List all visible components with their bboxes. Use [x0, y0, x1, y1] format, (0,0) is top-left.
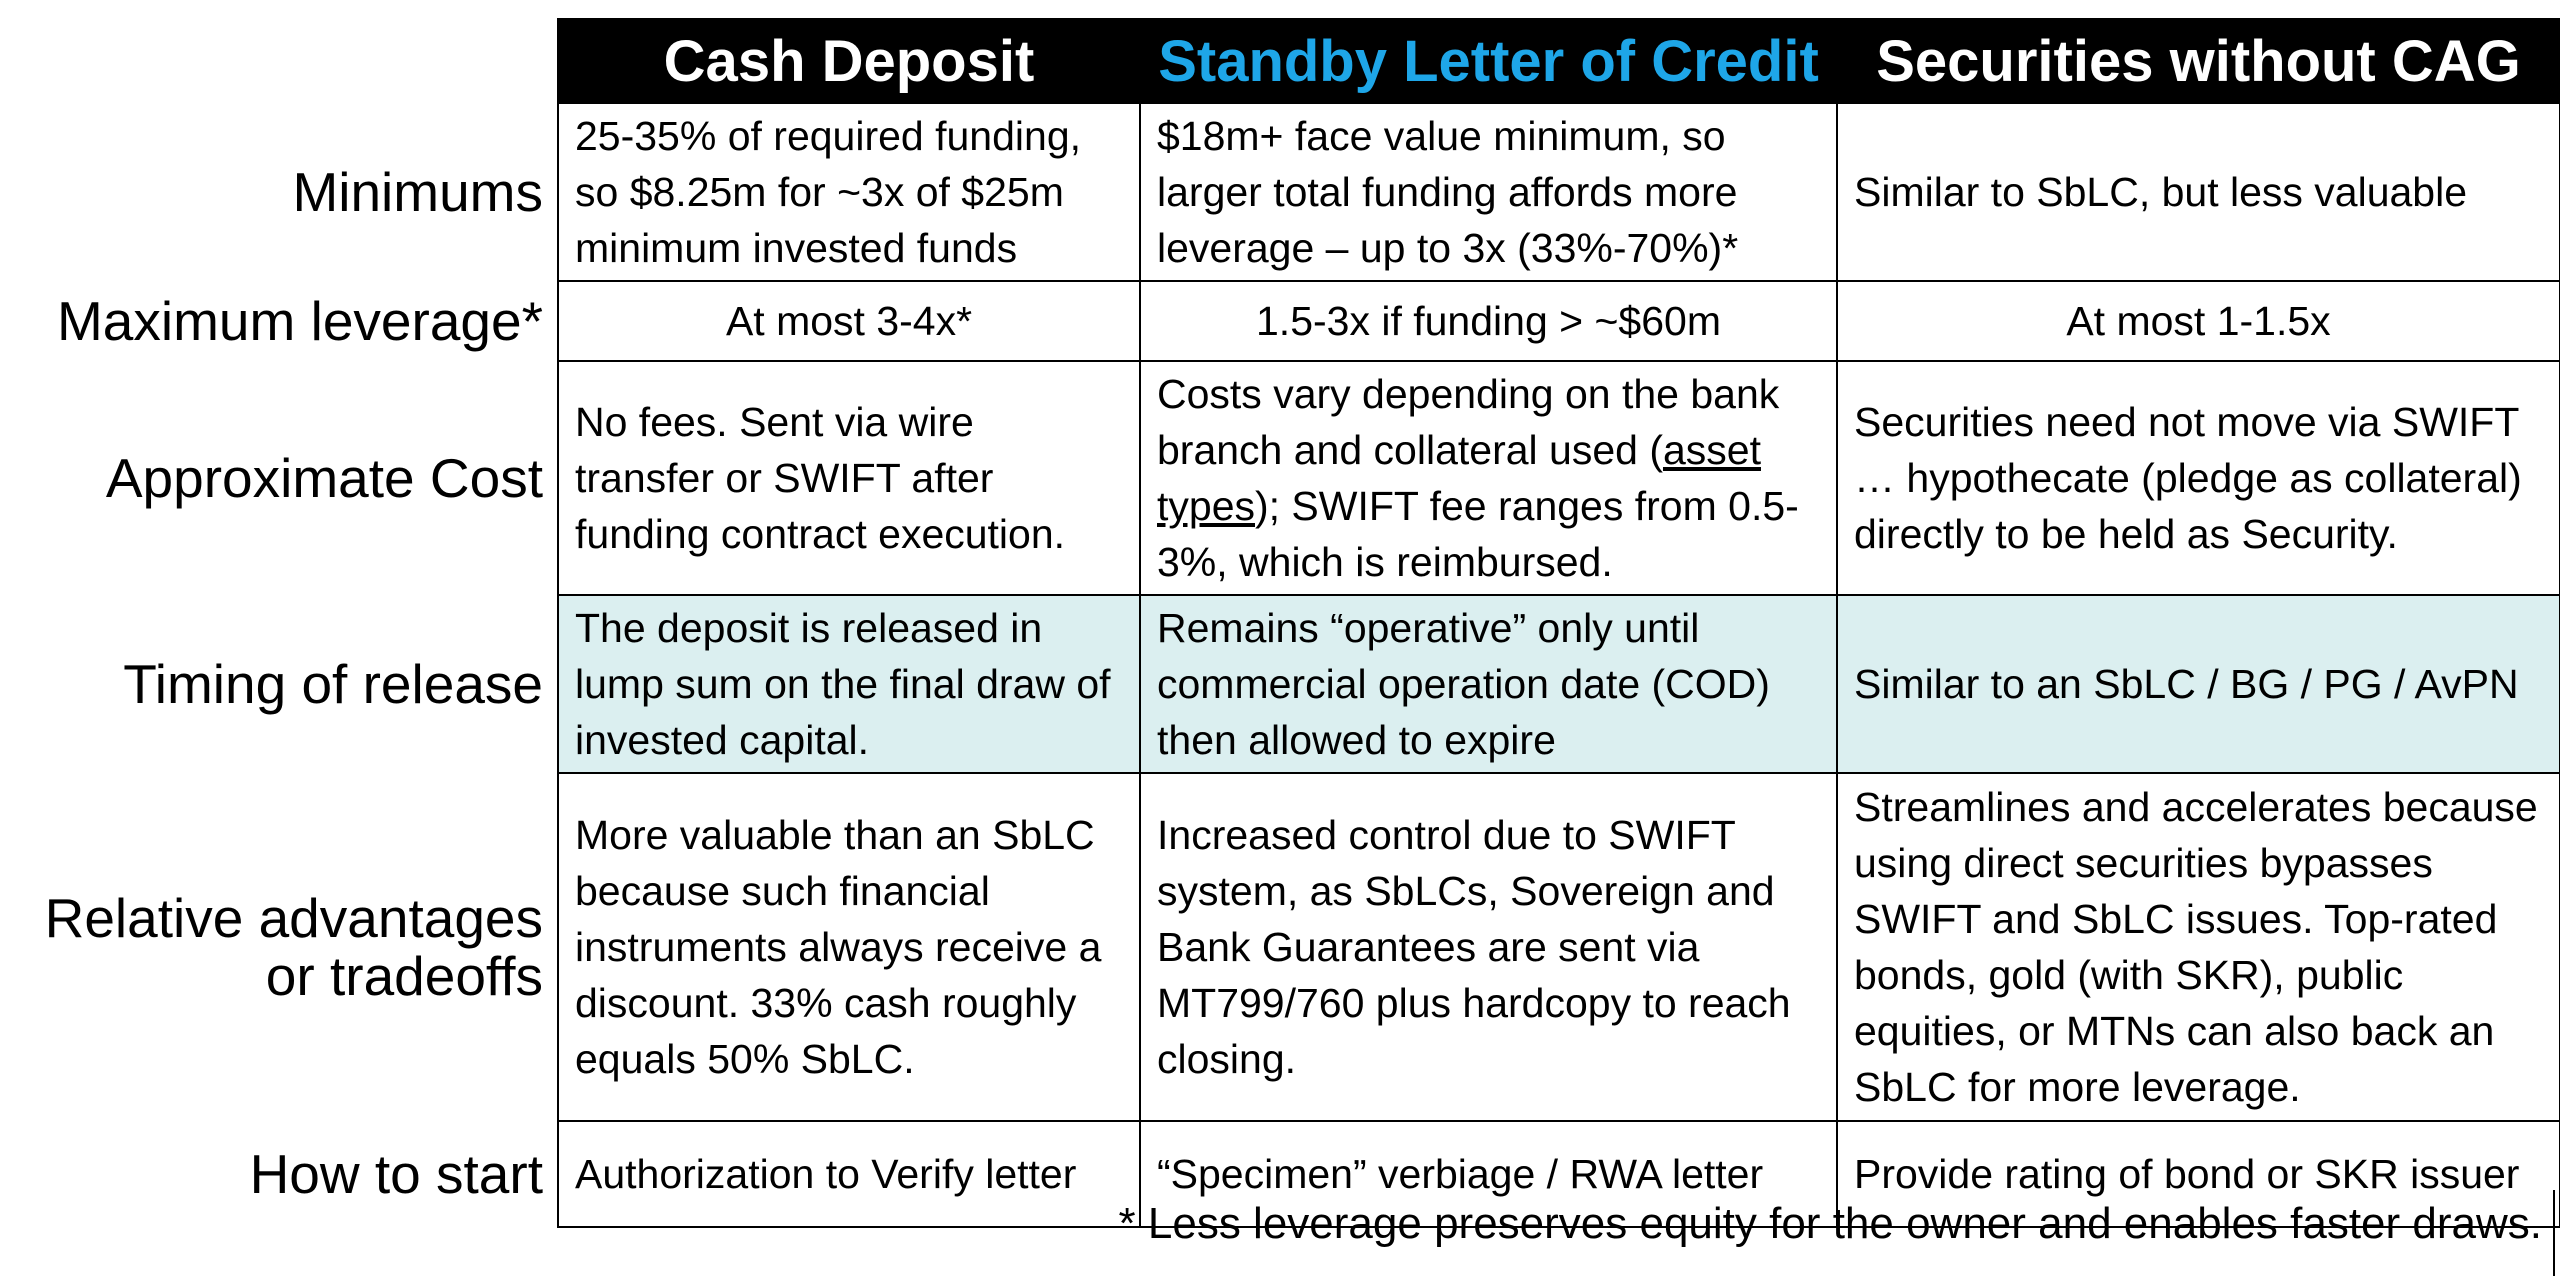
row-label-relative-advantages	[0, 773, 558, 1121]
row-minimums	[0, 103, 2560, 281]
cell-advantages-sblc: Increased control due to SWIFT system, as SbLCs, Sovereign and Bank Guarantees are sent via MT799/760 plus hardcopy to reach closing.	[1140, 773, 1837, 1121]
cell-leverage-cash: At most 3-4x*	[558, 281, 1140, 361]
row-approximate-cost	[0, 361, 2560, 595]
cell-advantages-cash: More valuable than an SbLC because such financial instruments always receive a discount. 33% cash roughly equals 50% SbLC.	[558, 773, 1140, 1121]
cell-cost-cash: No fees. Sent via wire transfer or SWIFT after funding contract execution.	[558, 361, 1140, 595]
row-label-advantages-line1: Relative advantages	[44, 887, 543, 949]
cell-start-cash: Authorization to Verify letter	[558, 1121, 1140, 1227]
cell-advantages-securities: Streamlines and accelerates because using direct securities bypasses SWIFT and SbLC issues. Top-rated bonds, gold (with SKR), public equities, or MTNs can also back an SbLC for more leverage.	[1837, 773, 2560, 1121]
cell-cost-sblc	[1140, 361, 1837, 595]
cell-timing-sblc: Remains “operative” only until commercial operation date (COD) then allowed to expire	[1140, 595, 1837, 773]
asset-types-link[interactable]: asset types	[1157, 427, 1761, 529]
row-label-advantages-line2: or tradeoffs	[265, 945, 543, 1007]
row-label-minimums: Minimums	[292, 161, 543, 223]
row-label-timing-of-release: Timing of release	[123, 653, 543, 715]
cost-sblc-text-after: ); SWIFT fee ranges from 0.5-3%, which is reimbursed.	[1157, 483, 1799, 585]
cell-leverage-sblc: 1.5-3x if funding > ~$60m	[1140, 281, 1837, 361]
row-timing-of-release	[0, 595, 2560, 773]
header-cash-deposit: Cash Deposit	[558, 19, 1140, 103]
row-label-how-to-start: How to start	[249, 1143, 543, 1205]
header-corner	[0, 19, 558, 103]
cell-timing-securities: Similar to an SbLC / BG / PG / AvPN	[1837, 595, 2560, 773]
row-relative-advantages	[0, 773, 2560, 1121]
row-label-approximate-cost: Approximate Cost	[105, 447, 543, 509]
header-row	[0, 19, 2560, 103]
cell-start-sblc: “Specimen” verbiage / RWA letter	[1140, 1121, 1837, 1227]
header-standby-letter-of-credit: Standby Letter of Credit	[1140, 19, 1837, 103]
cell-start-securities: Provide rating of bond or SKR issuer	[1837, 1121, 2560, 1227]
row-max-leverage	[0, 281, 2560, 361]
cell-minimums-sblc: $18m+ face value minimum, so larger total funding affords more leverage – up to 3x (33%-70%)*	[1140, 103, 1837, 281]
cost-sblc-text-before: Costs vary depending on the bank branch and collateral used (	[1157, 371, 1780, 473]
row-label-max-leverage: Maximum leverage*	[56, 290, 543, 352]
cell-leverage-securities: At most 1-1.5x	[1837, 281, 2560, 361]
comparison-table	[0, 18, 2560, 1228]
cell-cost-securities: Securities need not move via SWIFT … hypothecate (pledge as collateral) directly to be held as Security.	[1837, 361, 2560, 595]
edge-divider	[2553, 1190, 2555, 1276]
cell-timing-cash: The deposit is released in lump sum on the final draw of invested capital.	[558, 595, 1140, 773]
cell-minimums-securities: Similar to SbLC, but less valuable	[1837, 103, 2560, 281]
cell-minimums-cash: 25-35% of required funding, so $8.25m for ~3x of $25m minimum invested funds	[558, 103, 1140, 281]
header-securities-without-cag: Securities without CAG	[1837, 19, 2560, 103]
footnote: * Less leverage preserves equity for the owner and enables faster draws.	[1118, 1199, 2542, 1248]
